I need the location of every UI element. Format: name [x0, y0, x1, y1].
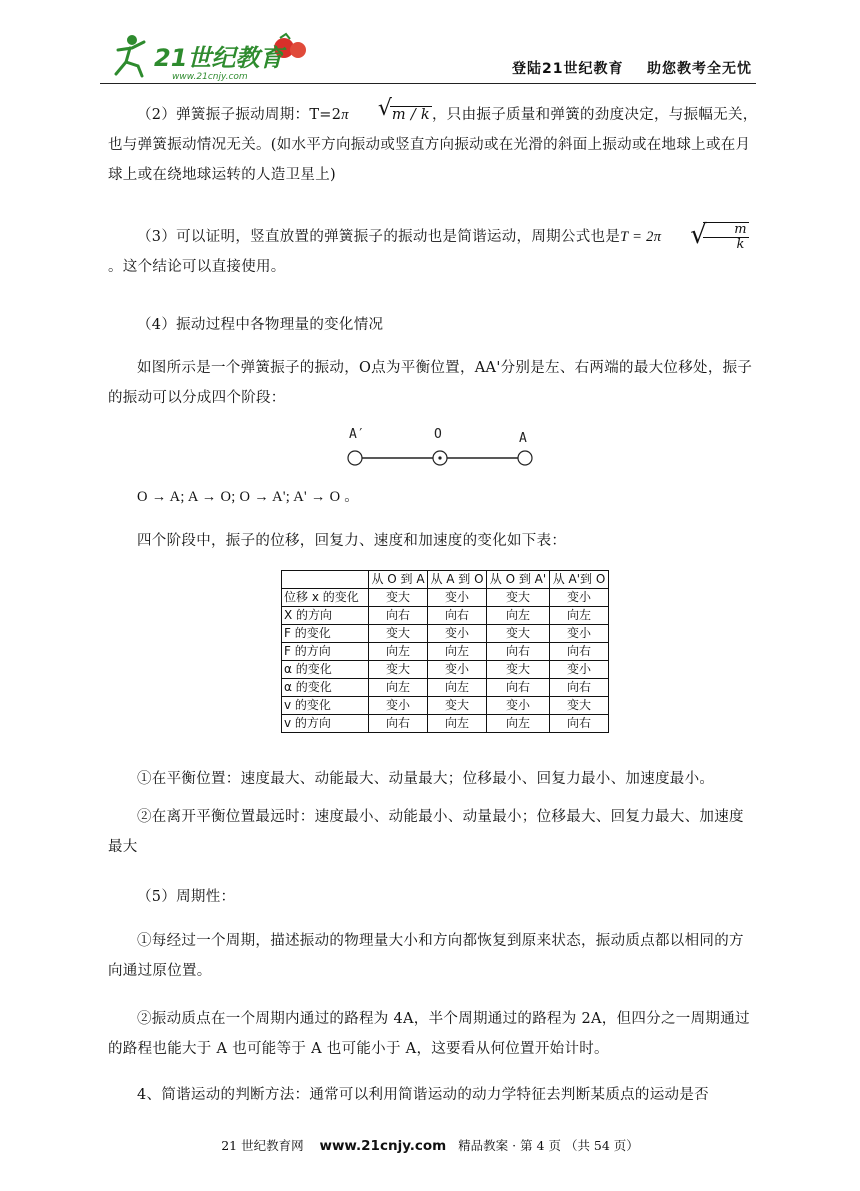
variation-table — [281, 570, 609, 733]
table-cell: 向左 — [487, 607, 550, 625]
stages-expression: O → A; A → O; O → A'; A' → O 。 — [137, 489, 360, 505]
table-cell: 变小 — [369, 697, 428, 715]
paragraph-period-1: ①每经过一个周期，描述振动的物理量大小和方向都恢复到原来状态，振动质点都以相同的方向通过原位置。 — [108, 933, 744, 979]
table-row — [282, 643, 609, 661]
table-cell: 向右 — [550, 643, 609, 661]
table-cell: 向左 — [550, 607, 609, 625]
table-row-label: v 的变化 — [282, 697, 369, 715]
table-cell: 向左 — [428, 715, 487, 733]
table-header-cell: 从 A'到 O — [550, 571, 609, 589]
table-row — [282, 679, 609, 697]
fraction-m-k — [703, 222, 749, 252]
table-cell: 变小 — [550, 625, 609, 643]
table-cell: 向左 — [428, 643, 487, 661]
right-ball-icon — [518, 451, 532, 465]
table-row-label: α 的变化 — [282, 679, 369, 697]
table-row — [282, 589, 609, 607]
label-a: A — [519, 431, 527, 446]
label-o: O — [434, 427, 442, 442]
logo-text: 21世纪教育 — [154, 44, 284, 72]
paragraph-diagram-intro: 如图所示是一个弹簧振子的振动，O点为平衡位置，AA'分别是左、右两端的最大位移处，振子的振动可以分成四个阶段： — [108, 360, 753, 406]
footer-page-info: 精品教案 · 第 4 页 （共 54 页） — [458, 1138, 639, 1153]
table-cell: 变小 — [428, 589, 487, 607]
sqrt-m-over-k — [349, 96, 432, 130]
table-header-cell: 从 A 到 O — [428, 571, 487, 589]
table-row-label: α 的变化 — [282, 661, 369, 679]
table-cell: 向左 — [369, 679, 428, 697]
denominator: k — [736, 237, 745, 252]
table-cell: 向左 — [369, 643, 428, 661]
table-row — [282, 697, 609, 715]
table-cell: 变大 — [369, 661, 428, 679]
table-row — [282, 661, 609, 679]
table-row-label: X 的方向 — [282, 607, 369, 625]
pi-symbol: π — [341, 107, 349, 123]
logo-url: www.21cnjy.com — [172, 72, 248, 82]
label-a-prime: A′ — [349, 427, 365, 442]
oscillator-diagram — [343, 422, 543, 470]
page-footer — [0, 1136, 860, 1154]
paragraph-period-2: ②振动质点在一个周期内通过的路程为 4A，半个周期通过的路程为 2A，但四分之一周期通过的路程也能大于 A 也可能等于 A 也可能小于 A，这要看从何位置开始计时。 — [108, 1011, 750, 1057]
footer-left: 21 世纪教育网 — [221, 1138, 304, 1153]
paragraph-section-5: （5）周期性： — [137, 889, 236, 905]
header-slogan: 登陆21世纪教育 助您教考全无忧 — [512, 61, 752, 77]
radicand: m / k — [391, 107, 430, 123]
paragraph-vertical-spring — [108, 222, 758, 282]
table-header-cell — [282, 571, 369, 589]
runner-icon — [116, 35, 144, 76]
table-row — [282, 625, 609, 643]
paragraph-equilibrium: ①在平衡位置：速度最大、动能最大、动量最大；位移最小、回复力最小、加速度最小。 — [137, 771, 715, 787]
table-cell: 变大 — [428, 697, 487, 715]
text-fragment: （2）弹簧振子振动周期：T=2 — [137, 107, 342, 123]
table-header-row — [282, 571, 609, 589]
table-cell: 向右 — [369, 607, 428, 625]
header-divider — [100, 83, 756, 84]
left-ball-icon — [348, 451, 362, 465]
paragraph-extreme: ②在离开平衡位置最远时：速度最小、动能最小、动量最小；位移最大、回复力最大、加速度最大 — [108, 809, 744, 855]
text-fragment: （3）可以证明，竖直放置的弹簧振子的振动也是简谐运动，周期公式也是 — [137, 229, 621, 245]
table-cell: 变小 — [487, 697, 550, 715]
text-fragment: ，只由振子质量和弹簧的劲度决定，与振幅无关，也与弹簧振动情况无关。(如水平方向振动或竖直方向振动或在光滑的斜面上振动或在地球上或在月球上或在绕地球运转的人造卫星上) — [108, 107, 758, 183]
paragraph-judgment: 4、简谐运动的判断方法：通常可以利用简谐运动的动力学特征去判断某质点的运动是否 — [137, 1087, 709, 1103]
table-row-label: F 的变化 — [282, 625, 369, 643]
table-row-label: v 的方向 — [282, 715, 369, 733]
numerator: m — [703, 223, 749, 238]
formula-prefix: T = 2π — [620, 229, 662, 245]
table-cell: 变大 — [369, 625, 428, 643]
table-cell: 向左 — [428, 679, 487, 697]
paragraph-period-formula — [108, 96, 758, 190]
radical-sign-icon: √ — [690, 220, 708, 250]
table-cell: 变小 — [428, 661, 487, 679]
sqrt-fraction — [661, 222, 749, 252]
paragraph-table-intro: 四个阶段中，振子的位移，回复力、速度和加速度的变化如下表： — [137, 533, 567, 549]
table-cell: 向左 — [487, 715, 550, 733]
radical-sign-icon: √ — [377, 96, 393, 121]
center-dot-icon — [438, 456, 441, 459]
table-cell: 向右 — [487, 643, 550, 661]
table-cell: 向右 — [428, 607, 487, 625]
table-row — [282, 607, 609, 625]
table-cell: 变大 — [487, 661, 550, 679]
site-logo — [108, 30, 313, 82]
table-cell: 变小 — [550, 589, 609, 607]
table-row-label: 位移 x 的变化 — [282, 589, 369, 607]
table-cell: 变大 — [487, 625, 550, 643]
page-header — [100, 28, 756, 84]
table-cell: 向右 — [550, 715, 609, 733]
table-cell: 变大 — [487, 589, 550, 607]
table-cell: 向右 — [369, 715, 428, 733]
text-fragment: 。这个结论可以直接使用。 — [108, 259, 286, 275]
table-cell: 变小 — [428, 625, 487, 643]
table-cell: 变小 — [550, 661, 609, 679]
paragraph-section-4: （4）振动过程中各物理量的变化情况 — [137, 317, 384, 333]
table-header-cell: 从 O 到 A — [369, 571, 428, 589]
table-header-cell: 从 O 到 A' — [487, 571, 550, 589]
table-cell: 向右 — [550, 679, 609, 697]
table-cell: 变大 — [550, 697, 609, 715]
table-row-label: F 的方向 — [282, 643, 369, 661]
table-cell: 向右 — [487, 679, 550, 697]
table-row — [282, 715, 609, 733]
table-cell: 变大 — [369, 589, 428, 607]
footer-site-link[interactable]: www.21cnjy.com — [319, 1138, 447, 1154]
